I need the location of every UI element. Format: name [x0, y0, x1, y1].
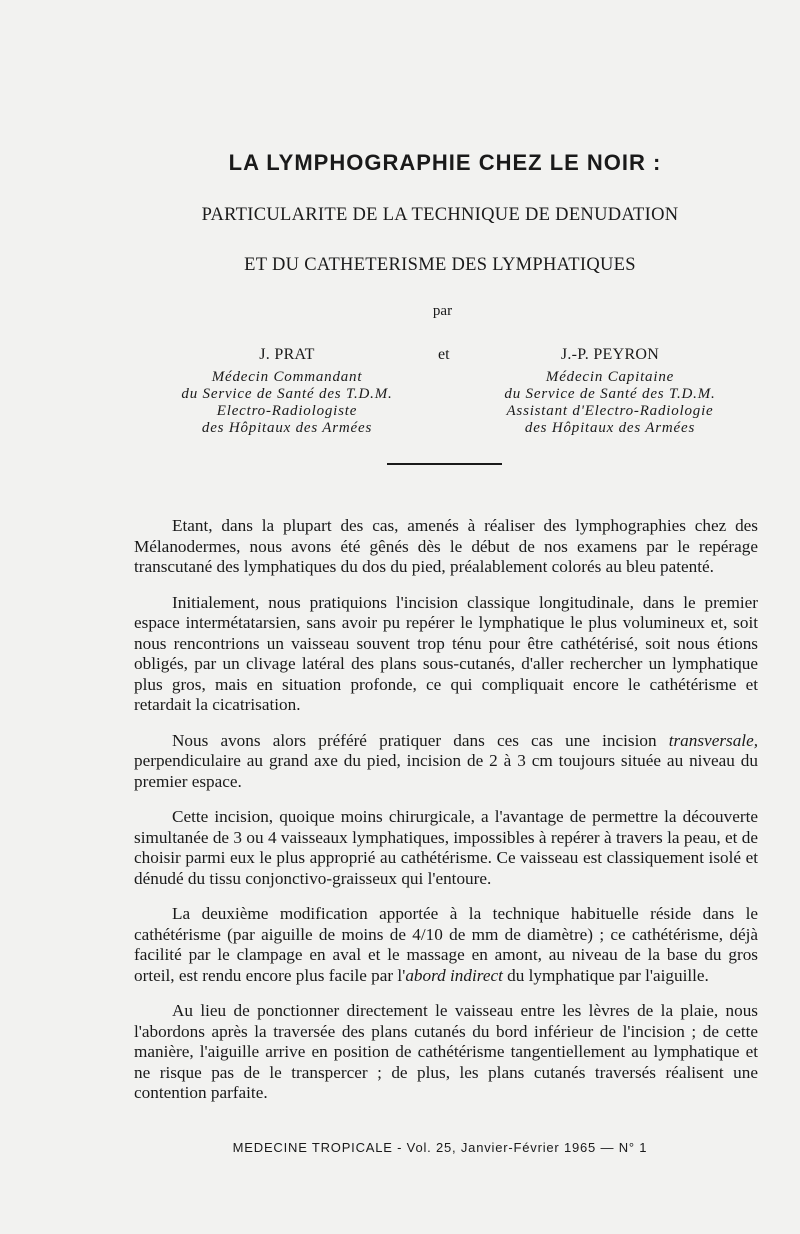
separator-rule: [387, 463, 502, 465]
author-role: Assistant d'Electro-Radiologie: [506, 403, 714, 419]
author-role: Médecin Capitaine: [545, 369, 675, 385]
article-subtitle-line-1: PARTICULARITE DE LA TECHNIQUE DE DENUDATION: [201, 205, 679, 225]
author-role: du Service de Santé des T.D.M.: [504, 386, 716, 402]
author-block-1: [142, 346, 432, 437]
author-name: J.-P. PEYRON: [560, 346, 660, 363]
author-role: Electro-Radiologiste: [216, 403, 358, 419]
by-line: par: [432, 303, 453, 319]
emphasis-text: transversale,: [668, 730, 758, 750]
author-role: Médecin Commandant: [211, 369, 363, 385]
article-body: [134, 516, 758, 1119]
body-paragraph: Initialement, nous pratiquions l'incision classique longitudinale, dans le premier espace intermétatarsien, sans avoir pu repérer le lymphatique le plus volumineux et, soit nous rencontrions un vaisseau souvent trop ténu pour être cathétérisé, soit nous étions obligés, par un clivage latéral des plans sous-cutanés, d'aller rechercher un lymphatique plus gros, mais en situation profonde, ce qui compliquait encore le cathétérisme et retardait la cicatrisation.: [134, 592, 758, 714]
body-paragraph: Etant, dans la plupart des cas, amenés à réaliser des lymphographies chez des Mélanodermes, nous avons été gênés dès le début de nos examens par le repérage transcutané des lymphatiques du dos du pied, préalablement colorés au bleu patenté.: [134, 516, 758, 576]
body-paragraph: Cette incision, quoique moins chirurgicale, a l'avantage de permettre la découverte simultanée de 3 ou 4 vaisseaux lymphatiques, impossibles à repérer à travers la peau, et de choisir parmi eux le plus approprié au cathétérisme. Ce vaisseau est classiquement isolé et dénudé du tissu conjonctivo-graisseux qui l'entoure.: [134, 807, 758, 888]
body-paragraph: Nous avons alors préféré pratiquer dans ces cas une incision transversale, perpendiculaire au grand axe du pied, incision de 2 à 3 cm toujours située au niveau du premier espace.: [134, 730, 758, 791]
author-role: du Service de Santé des T.D.M.: [181, 386, 393, 402]
journal-footer: MEDECINE TROPICALE - Vol. 25, Janvier-Février 1965 — N° 1: [232, 1140, 648, 1155]
author-role: des Hôpitaux des Armées: [201, 420, 373, 436]
body-paragraph: Au lieu de ponctionner directement le vaisseau entre les lèvres de la plaie, nous l'abordons après la traversée des plans cutanés du bord inférieur de l'incision ; de cette manière, l'aiguille arrive en position de cathétérisme tangentiellement au lymphatique et ne risque pas de le transpercer ; de plus, les plans cutanés traversés réalisent une contention parfaite.: [134, 1001, 758, 1102]
author-name: J. PRAT: [259, 346, 315, 363]
author-block-2: [465, 346, 755, 437]
emphasis-text: abord indirect: [405, 965, 503, 985]
body-paragraph: La deuxième modification apportée à la technique habituelle réside dans le cathétérisme (par aiguille de moins de 4/10 de mm de diamètre) ; ce cathétérisme, déjà facilité par le clampage en aval et le massage en amont, au niveau de la base du gros orteil, est rendu encore plus facile par l'abord indirect du lymphatique par l'aiguille.: [134, 904, 758, 985]
article-title: LA LYMPHOGRAPHIE CHEZ LE NOIR :: [228, 150, 662, 175]
author-conjunction: et: [438, 346, 450, 363]
article-subtitle-line-2: ET DU CATHETERISME DES LYMPHATIQUES: [244, 255, 636, 275]
author-role: des Hôpitaux des Armées: [524, 420, 696, 436]
